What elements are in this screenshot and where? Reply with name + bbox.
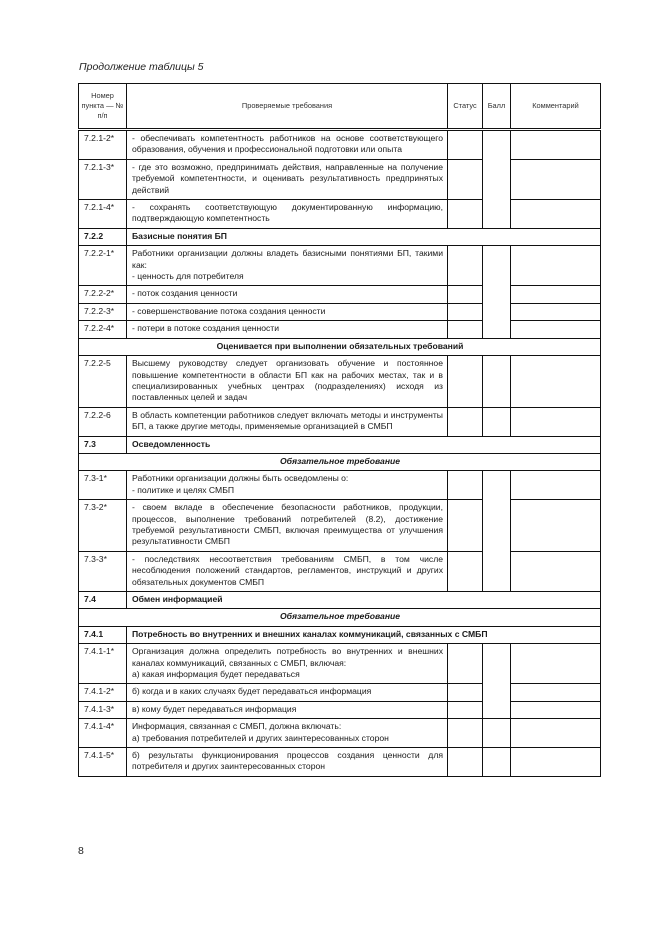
row-number: 7.2.2-4* — [79, 321, 127, 338]
score-cell[interactable] — [483, 719, 511, 748]
table-row — [79, 159, 601, 199]
status-cell[interactable] — [448, 644, 483, 684]
section-number: 7.4 — [79, 592, 127, 609]
row-number: 7.2.1-3* — [79, 159, 127, 199]
row-number: 7.3-3* — [79, 551, 127, 591]
header-status: Статус — [448, 84, 483, 130]
row-number: 7.2.2-1* — [79, 246, 127, 286]
table-row — [79, 551, 601, 591]
section-row — [79, 626, 601, 643]
row-number: 7.4.1-3* — [79, 701, 127, 718]
requirement-line: Информация, связанная с СМБП, должна включать: — [132, 721, 342, 732]
mandatory-banner: Обязательное требование — [79, 453, 601, 470]
row-number: 7.3-2* — [79, 500, 127, 552]
row-requirement: б) результаты функционирования процессов создания ценности для потребителя и других заинтересованных сторон — [127, 748, 448, 777]
score-cell[interactable] — [483, 407, 511, 436]
comment-cell[interactable] — [511, 551, 601, 591]
table-row — [79, 471, 601, 500]
score-cell[interactable] — [483, 644, 511, 719]
row-number: 7.2.2-2* — [79, 286, 127, 303]
score-cell[interactable] — [483, 130, 511, 229]
table-row — [79, 356, 601, 408]
banner-row — [79, 338, 601, 355]
requirements-table — [78, 83, 601, 777]
table-row — [79, 200, 601, 229]
comment-cell[interactable] — [511, 286, 601, 303]
section-number: 7.2.2 — [79, 228, 127, 245]
row-requirement: - совершенствование потока создания ценности — [127, 303, 448, 320]
row-requirement: в) кому будет передаваться информация — [127, 701, 448, 718]
requirement-line: - ценность для потребителя — [132, 271, 244, 282]
section-title: Базисные понятия БП — [127, 228, 601, 245]
table-row — [79, 286, 601, 303]
table-row — [79, 407, 601, 436]
comment-cell[interactable] — [511, 684, 601, 701]
row-number: 7.4.1-4* — [79, 719, 127, 748]
status-cell[interactable] — [448, 701, 483, 718]
comment-cell[interactable] — [511, 321, 601, 338]
section-title: Потребность во внутренних и внешних каналах коммуникаций, связанных с СМБП — [127, 626, 601, 643]
status-cell[interactable] — [448, 684, 483, 701]
banner-row — [79, 609, 601, 626]
section-row — [79, 436, 601, 453]
comment-cell[interactable] — [511, 748, 601, 777]
row-requirement: Высшему руководству следует организовать обучение и постоянное повышение компетентности в области БП как на рабочих местах, так и в специализированных учебных центрах (подразделениях) исходя из поставленных целей и задач — [127, 356, 448, 408]
status-cell[interactable] — [448, 551, 483, 591]
row-number: 7.2.2-5 — [79, 356, 127, 408]
status-cell[interactable] — [448, 407, 483, 436]
comment-cell[interactable] — [511, 701, 601, 718]
comment-cell[interactable] — [511, 407, 601, 436]
row-number: 7.4.1-1* — [79, 644, 127, 684]
section-title: Осведомленность — [127, 436, 601, 453]
status-cell[interactable] — [448, 748, 483, 777]
status-cell[interactable] — [448, 286, 483, 303]
status-cell[interactable] — [448, 130, 483, 160]
comment-cell[interactable] — [511, 246, 601, 286]
mandatory-banner: Обязательное требование — [79, 609, 601, 626]
comment-cell[interactable] — [511, 644, 601, 684]
score-cell[interactable] — [483, 471, 511, 592]
score-cell[interactable] — [483, 748, 511, 777]
section-title: Обмен информацией — [127, 592, 601, 609]
comment-cell[interactable] — [511, 356, 601, 408]
comment-cell[interactable] — [511, 303, 601, 320]
status-cell[interactable] — [448, 200, 483, 229]
score-cell[interactable] — [483, 246, 511, 338]
table-row — [79, 246, 601, 286]
comment-cell[interactable] — [511, 500, 601, 552]
requirement-line: а) какая информация будет передаваться — [132, 669, 300, 680]
table-row — [79, 748, 601, 777]
row-requirement: В область компетенции работников следует включать методы и инструменты БП, а также другие методы, применяемые организацией в СМБП — [127, 407, 448, 436]
row-number: 7.2.1-4* — [79, 200, 127, 229]
row-requirement: - обеспечивать компетентность работников на основе соответствующего образования, обучения и профессиональной подготовки или опыта — [127, 130, 448, 160]
page-number: 8 — [78, 845, 84, 857]
comment-cell[interactable] — [511, 159, 601, 199]
row-number: 7.2.2-6 — [79, 407, 127, 436]
section-row — [79, 592, 601, 609]
status-cell[interactable] — [448, 159, 483, 199]
table-row — [79, 701, 601, 718]
row-requirement — [127, 471, 448, 500]
header-score: Балл — [483, 84, 511, 130]
row-number: 7.2.2-3* — [79, 303, 127, 320]
row-requirement: - потери в потоке создания ценности — [127, 321, 448, 338]
row-requirement: - сохранять соответствующую документированную информацию, подтверждающую компетентность — [127, 200, 448, 229]
requirement-line: Организация должна определить потребность во внутренних и внешних каналах коммуникаций, связанных с СМБП, включая: — [132, 646, 443, 668]
status-cell[interactable] — [448, 719, 483, 748]
requirement-line: а) требования потребителей и других заинтересованных сторон — [132, 732, 389, 743]
score-cell[interactable] — [483, 356, 511, 408]
table-row — [79, 644, 601, 684]
row-number: 7.2.1-2* — [79, 130, 127, 160]
row-requirement: - поток создания ценности — [127, 286, 448, 303]
section-row — [79, 228, 601, 245]
row-requirement: - своем вкладе в обеспечение безопасности работников, продукции, процессов, выполнение требований потребителей (8.2), достижение требуемой результативности СМБП, включая преимущества от улучшения результативности СМБП — [127, 500, 448, 552]
requirement-line: Работники организации должны владеть базисными понятиями БП, такими как: — [132, 248, 443, 270]
row-requirement: - последствиях несоответствия требованиям СМБП, в том числе несоблюдения положений стандартов, регламентов, инструкций и других обязательных документов СМБП — [127, 551, 448, 591]
status-cell[interactable] — [448, 500, 483, 552]
header-requirements: Проверяемые требования — [127, 84, 448, 130]
row-requirement — [127, 644, 448, 684]
table-row — [79, 321, 601, 338]
table-row — [79, 719, 601, 748]
row-requirement: б) когда и в каких случаях будет передаваться информация — [127, 684, 448, 701]
status-cell[interactable] — [448, 356, 483, 408]
row-requirement — [127, 719, 448, 748]
row-requirement — [127, 246, 448, 286]
status-cell[interactable] — [448, 471, 483, 500]
requirement-line: Работники организации должны быть осведомлены о: — [132, 473, 349, 484]
status-cell[interactable] — [448, 246, 483, 286]
row-number: 7.4.1-5* — [79, 748, 127, 777]
table-row — [79, 130, 601, 160]
header-number: Номер пункта — № п/п — [79, 84, 127, 130]
comment-cell[interactable] — [511, 130, 601, 160]
row-number: 7.4.1-2* — [79, 684, 127, 701]
table-caption: Продолжение таблицы 5 — [79, 61, 204, 73]
comment-cell[interactable] — [511, 200, 601, 229]
row-requirement: - где это возможно, предпринимать действия, направленные на получение требуемой компетентности, и оценивать результативность предпринятых действий — [127, 159, 448, 199]
header-comment: Комментарий — [511, 84, 601, 130]
row-number: 7.3-1* — [79, 471, 127, 500]
status-cell[interactable] — [448, 321, 483, 338]
banner-row — [79, 453, 601, 470]
evaluation-banner: Оценивается при выполнении обязательных требований — [79, 338, 601, 355]
comment-cell[interactable] — [511, 719, 601, 748]
table-row — [79, 684, 601, 701]
table-row — [79, 303, 601, 320]
table-row — [79, 500, 601, 552]
section-number: 7.3 — [79, 436, 127, 453]
comment-cell[interactable] — [511, 471, 601, 500]
status-cell[interactable] — [448, 303, 483, 320]
table-header-row — [79, 84, 601, 130]
requirement-line: - политике и целях СМБП — [132, 484, 235, 495]
section-number: 7.4.1 — [79, 626, 127, 643]
